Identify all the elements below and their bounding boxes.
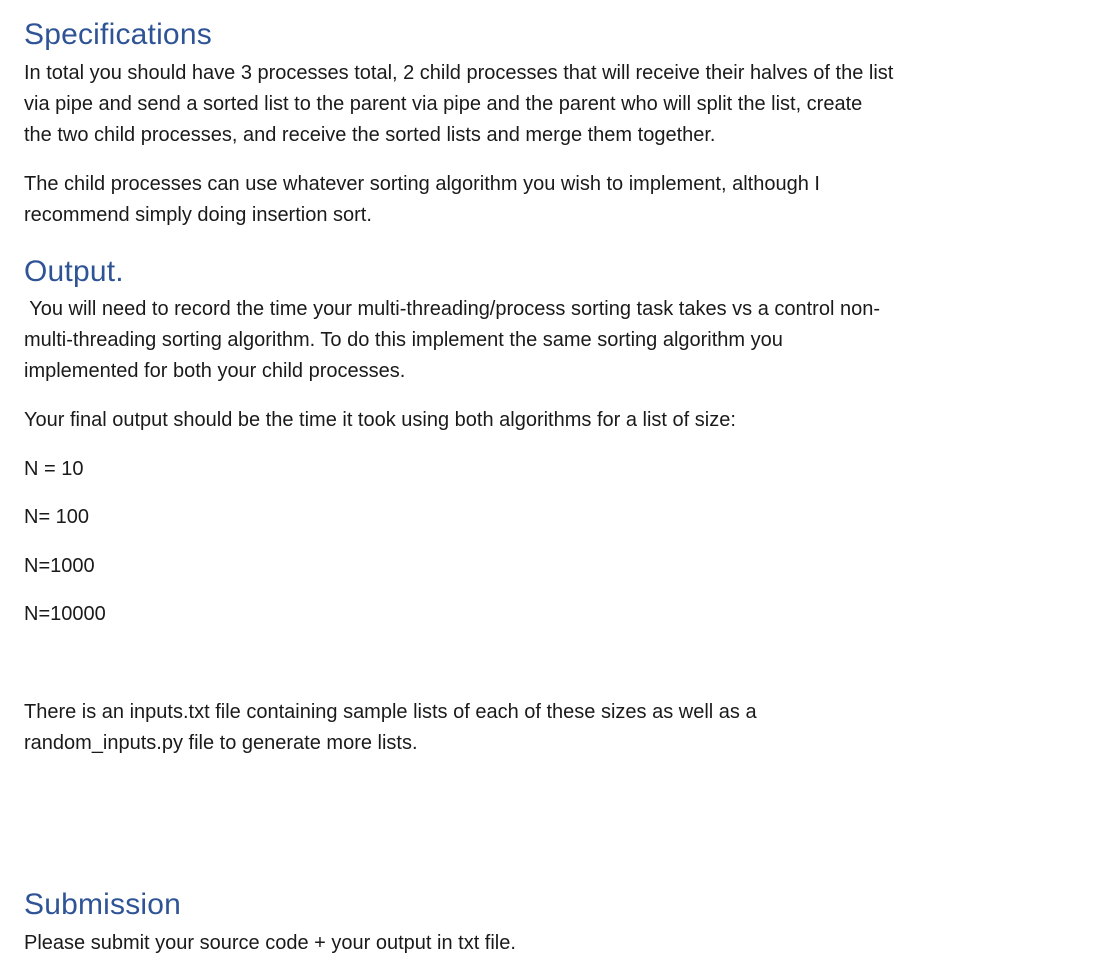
output-heading: Output.	[24, 255, 124, 288]
size-item-1000: N=1000	[24, 555, 95, 577]
text-line: recommend simply doing insertion sort.	[24, 204, 372, 226]
submission-text: Please submit your source code + your output in txt file.	[24, 932, 516, 954]
specifications-paragraph-2	[24, 169, 820, 231]
output-paragraph-3	[24, 697, 757, 759]
text-line: via pipe and send a sorted list to the parent via pipe and the parent who will split the list, create	[24, 93, 863, 115]
text-line: In total you should have 3 processes total, 2 child processes that will receive their halves of the list	[24, 62, 894, 84]
text-line: The child processes can use whatever sorting algorithm you wish to implement, although I	[24, 173, 820, 195]
specifications-heading: Specifications	[24, 18, 212, 51]
text-line: There is an inputs.txt file containing sample lists of each of these sizes as well as a	[24, 701, 757, 723]
submission-heading: Submission	[24, 888, 182, 921]
text-line: implemented for both your child processes.	[24, 360, 406, 382]
text-line: the two child processes, and receive the sorted lists and merge them together.	[24, 124, 716, 146]
text-line: random_inputs.py file to generate more lists.	[24, 732, 418, 754]
output-paragraph-1	[24, 294, 880, 387]
size-item-10: N = 10	[24, 458, 84, 480]
output-paragraph-2: Your final output should be the time it took using both algorithms for a list of size:	[24, 409, 736, 431]
text-line: You will need to record the time your multi-threading/process sorting task takes vs a control non-	[24, 298, 880, 320]
size-item-100: N= 100	[24, 506, 90, 528]
size-item-10000: N=10000	[24, 603, 106, 625]
text-line: multi-threading sorting algorithm. To do this implement the same sorting algorithm you	[24, 329, 783, 351]
specifications-paragraph-1	[24, 58, 893, 151]
